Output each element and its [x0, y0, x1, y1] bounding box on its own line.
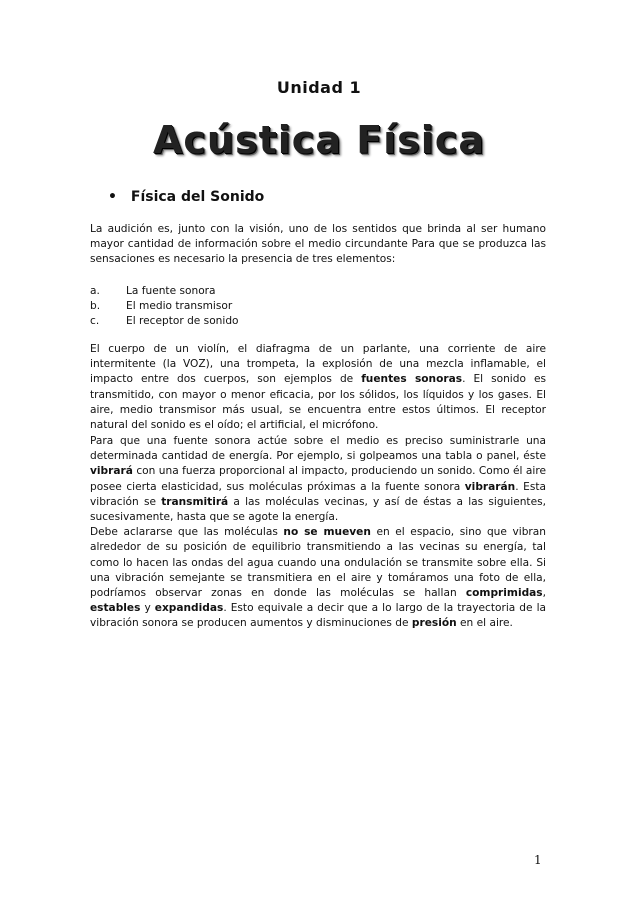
unit-label: Unidad 1 [276, 78, 362, 97]
list-item-text: El medio transmisor [126, 300, 233, 313]
list-item-text: La fuente sonora [126, 285, 216, 297]
text-run: Para que una fuente sonora actúe sobre el medio es preciso suministrarle una determinada cantidad de energía. Por ejemplo, si golpeamos una tabla o panel, éste [90, 435, 546, 463]
paragraph-2-block [90, 342, 546, 433]
bold-term: no se mueven [283, 526, 371, 539]
bold-term: vibrarán [464, 480, 516, 493]
list-item-text: El receptor de sonido [126, 315, 239, 328]
text-run: con una fuerza proporcional al impacto, produciendo un sonido. Como él aire posee cierta elasticidad, sus moléculas próximas a la fuente sonora [90, 465, 546, 493]
paragraph-2 [90, 342, 546, 433]
list-item-key: a. [90, 285, 100, 297]
section-heading [108, 189, 264, 205]
text-run: a las moléculas vecinas, y así de éstas a las siguientes, sucesivamente, hasta que se agote la energía. [90, 495, 546, 524]
text-run: . El sonido es transmitido, con mayor o menor eficacia, por los sólidos, los líquidos y los gases. El aire, medio transmisor más usual, se encuentra entre estos últimos. El receptor natural del sonido es el oído; el artificial, el micrófono. [90, 373, 547, 432]
elements-list [90, 284, 239, 330]
paragraph-3 [90, 434, 546, 525]
bold-term: vibrará [90, 465, 133, 478]
bold-term: estables [90, 602, 141, 615]
page-number: 1 [534, 853, 542, 867]
page-title: Acústica Física [153, 118, 485, 162]
text-run: en el aire. [456, 617, 513, 630]
text-run: . Esta vibración se [90, 480, 546, 508]
bullet-icon: • [108, 189, 117, 205]
intro-block [90, 222, 546, 268]
list-item [90, 284, 239, 299]
bold-term: expandidas [154, 602, 224, 615]
bold-term: presión [411, 617, 457, 630]
bold-term: transmitirá [161, 495, 229, 508]
text-run: . Esto equivale a decir que a lo largo de la trayectoria de la vibración sonora se producen aumentos y disminuciones de [90, 602, 546, 630]
section-heading-text: Física del Sonido [130, 189, 265, 205]
paragraph-3-block [90, 434, 546, 632]
text-run: Debe aclararse que las moléculas [90, 526, 284, 539]
intro-paragraph: La audición es, junto con la visión, uno de los sentidos que brinda al ser humano mayor cantidad de información sobre el medio circundante Para que se produzca las sensaciones es necesario la presencia de tres elementos: [90, 223, 546, 266]
bold-term: fuentes sonoras [361, 373, 463, 386]
bold-term: comprimidas [465, 587, 543, 600]
list-item [90, 299, 239, 314]
text-run: El cuerpo de un violín, el diafragma de un parlante, una corriente de aire intermitente (la VOZ), una trompeta, la explosión de una mezcla inflamable, el impacto entre dos cuerpos, son ejemplos de [90, 343, 546, 386]
list-item-key: b. [90, 300, 101, 313]
paragraph-4 [90, 525, 546, 631]
text-run: y [140, 602, 155, 615]
text-run: , [542, 587, 546, 600]
list-item-key: c. [90, 315, 100, 328]
list-item [90, 314, 239, 329]
text-run: en el espacio, sino que vibran alrededor de su posición de equilibrio transmitiendo a las vecinas su energía, tal como lo hacen las ondas del agua cuando una ondulación se transmite sobre ella. Si una vibración semejante se transmitiera en el aire y tomáramos una foto de ella, podríamos observar zonas en donde las moléculas se hallan [90, 526, 546, 600]
